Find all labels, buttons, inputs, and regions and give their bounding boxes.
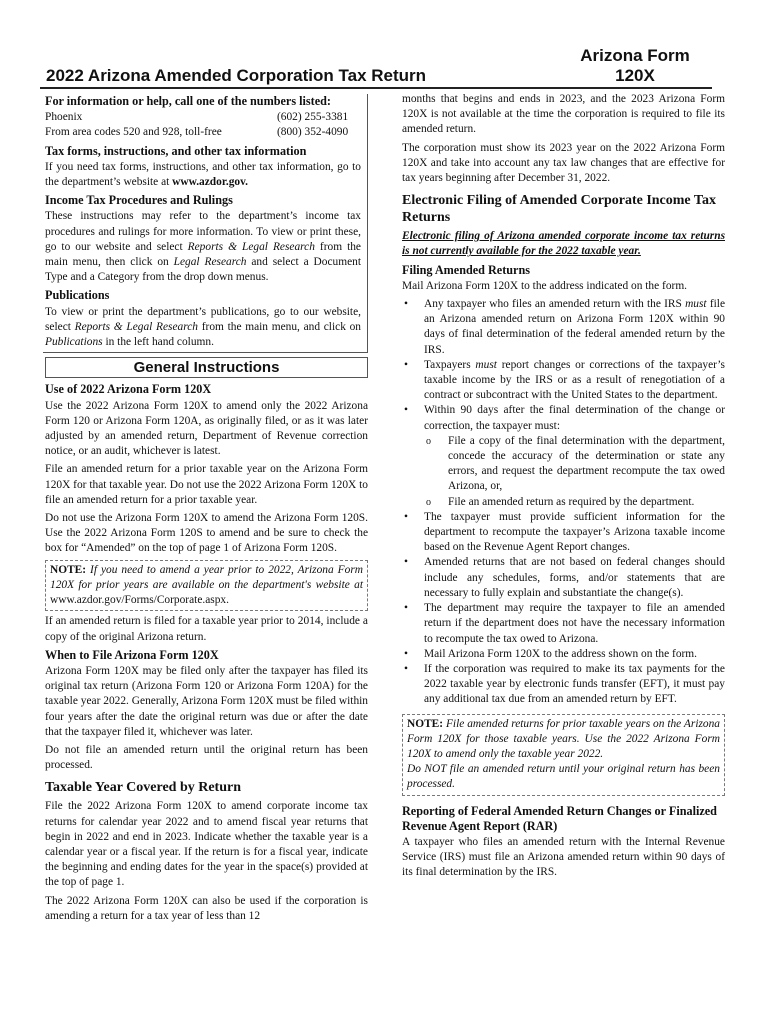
sub-list-item: o File an amended return as required by the department.	[448, 495, 725, 510]
when-heading: When to File Arizona Form 120X	[45, 647, 219, 662]
paragraph: If an amended return is filed for a taxable year prior to 2014, include a copy of the original Arizona return.	[45, 615, 368, 643]
list-item: • Any taxpayer who files an amended return with the IRS must file an Arizona amended return on Arizona Form 120X within 90 days of final determination of the federal amended return by the IRS.	[424, 297, 725, 358]
right-column	[402, 92, 725, 884]
efile-heading: Electronic Filing of Amended Corporate Income Tax Returns	[402, 193, 716, 226]
section-title: General Instructions	[45, 357, 368, 378]
paragraph: Arizona Form 120X may be filed only after the taxpayer has filed its original tax return (Arizona Form 120 or Arizona Form 120A) for the taxable year 2022. Generally, Arizona Form 120X must be filed within four years after the date the original return was due or after the date that the taxpayer filed it, whichever was later.	[45, 664, 368, 738]
rulings-text: These instructions may refer to the department’s income tax procedures and rulings for more information. To view or print these, go to our website and select Reports & Legal Research from the main menu, then click on Legal Research and select a Document Type and a Category from the drop down menus.	[45, 210, 361, 284]
sub-list	[424, 434, 725, 510]
paragraph: The 2022 Arizona Form 120X can also be used if the corporation is amending a return for a tax year of less than 12	[45, 894, 368, 922]
note-box: NOTE: File amended returns for prior taxable years on the Arizona Form 120X for those taxable years. Use the 2022 Arizona Form 120X to amend only the taxable year 2022. Do NOT file an amended return until your original return has been processed.	[402, 714, 725, 796]
list-item: • Within 90 days after the final determination of the change or correction, the taxpayer must: o File a copy of the final determination with the department, concede the accuracy of the determination or state any errors, and request the department recompute the tax owed Arizona, or, o File an amended return as required by the department.	[424, 403, 725, 509]
paragraph: The corporation must show its 2023 year on the 2022 Arizona Form 120X and take into account any tax law changes that are effective for tax years beginning after December 31, 2022.	[402, 141, 725, 185]
page-title: 2022 Arizona Amended Corporation Tax Return	[46, 66, 427, 85]
paragraph: Mail Arizona Form 120X to the address indicated on the form.	[402, 279, 688, 292]
phone-label: From area codes 520 and 928, toll-free	[45, 126, 222, 139]
rulings-heading: Income Tax Procedures and Rulings	[45, 193, 233, 208]
paragraph: File the 2022 Arizona Form 120X to amend corporate income tax returns for calendar year 2022 and to amend fiscal year returns that begin in 2022 and end in 2023. Indicate whether the taxable year is a calendar year or a fiscal year. If the return is for a fiscal year, indicate the beginning and ending dates for the year in the space(s) provided at the top of page 1.	[45, 800, 368, 889]
list-item: • Mail Arizona Form 120X to the address shown on the form.	[424, 647, 725, 662]
form-name: Arizona Form	[580, 46, 690, 65]
efile-text: Electronic filing of Arizona amended corporate income tax returns is not currently available for the 2022 taxable year.	[402, 230, 725, 258]
use-heading: Use of 2022 Arizona Form 120X	[45, 382, 212, 397]
forms-link[interactable]: www.azdor.gov/Forms/Corporate.aspx.	[50, 594, 229, 607]
info-box	[43, 94, 368, 353]
filing-list	[402, 297, 725, 707]
help-heading: For information or help, call one of the numbers listed:	[45, 94, 331, 108]
rar-heading: Reporting of Federal Amended Return Changes or Finalized Revenue Agent Report (RAR)	[402, 803, 717, 833]
form-number: 120X	[615, 66, 655, 85]
list-item: • The department may require the taxpayer to file an amended return if the department does not have the necessary information to recompute the tax owed to Arizona.	[424, 601, 725, 647]
left-column	[45, 94, 368, 927]
forms-text: If you need tax forms, instructions, and other tax information, go to the department’s website at www.azdor.gov.	[45, 160, 361, 189]
list-item: • The taxpayer must provide sufficient information for the department to recompute the taxpayer’s Arizona taxable income based on the Revenue Agent Report changes.	[424, 510, 725, 556]
header-divider	[40, 87, 712, 89]
note-box: NOTE: If you need to amend a year prior to 2022, Arizona Form 120X for prior years are available on the department's website at www.azdor.gov/Forms/Corporate.aspx.	[45, 560, 368, 612]
phone-label: Phoenix	[45, 111, 83, 124]
phone-row	[45, 110, 361, 125]
paragraph: A taxpayer who files an amended return with the Internal Revenue Service (IRS) must file an Arizona amended return within 90 days of its final determination by the IRS.	[402, 835, 725, 879]
paragraph: Use the 2022 Arizona Form 120X to amend only the 2022 Arizona Form 120 or Arizona Form 120A, as originally filed, or as it was later adjusted by an amended return, Department of Revenue correction notice, or an audit, whichever is latest.	[45, 399, 368, 458]
phone-row	[45, 125, 361, 140]
publications-heading: Publications	[45, 288, 110, 303]
sub-list-item: o File a copy of the final determination with the department, concede the accuracy of the determination or state any errors, and request the department recompute the tax owed Arizona, or,	[448, 434, 725, 495]
phone-number: (602) 255-3381	[277, 111, 349, 124]
note-label: NOTE:	[407, 717, 444, 730]
paragraph: Do not use the Arizona Form 120X to amend the Arizona Form 120S. Use the 2022 Arizona Form 120S to amend and be sure to check the box for “Amended” on the top of page 1 of Arizona Form 120S.	[45, 512, 368, 555]
list-item: • If the corporation was required to make its tax payments for the 2022 taxable year by electronic funds transfer (EFT), it must pay any additional tax due from an amended return by EFT.	[424, 662, 725, 708]
list-item: • Amended returns that are not based on federal changes should include any schedules, forms, and/or statements that are necessary to fully explain and substantiate the change(s).	[424, 555, 725, 601]
filing-heading: Filing Amended Returns	[402, 262, 530, 277]
taxable-year-heading: Taxable Year Covered by Return	[45, 780, 241, 796]
publications-text: To view or print the department’s publications, go to our website, select Reports & Legal Research from the main menu, and click on Publications in the left hand column.	[45, 305, 361, 349]
note-text: Do NOT file an amended return until your original return has been processed.	[407, 763, 720, 791]
phone-number: (800) 352-4090	[277, 126, 349, 139]
form-identifier	[560, 46, 710, 86]
note-label: NOTE:	[50, 563, 87, 576]
paragraph: months that begins and ends in 2023, and the 2023 Arizona Form 120X is not available at the time the corporation is required to file its amended return.	[402, 93, 725, 136]
paragraph: File an amended return for a prior taxable year on the Arizona Form 120X for that taxable year. Do not use the 2022 Arizona Form 120X to file an amended return for a prior taxable year.	[45, 463, 368, 506]
website-link[interactable]: www.azdor.gov.	[172, 176, 248, 189]
list-item: • Taxpayers must report changes or corrections of the taxpayer’s taxable income by the IRS or as a result of renegotiation of a contract or subcontract with the United States to the department.	[424, 358, 725, 404]
forms-heading: Tax forms, instructions, and other tax information	[45, 143, 307, 158]
paragraph: Do not file an amended return until the original return has been processed.	[45, 743, 368, 772]
